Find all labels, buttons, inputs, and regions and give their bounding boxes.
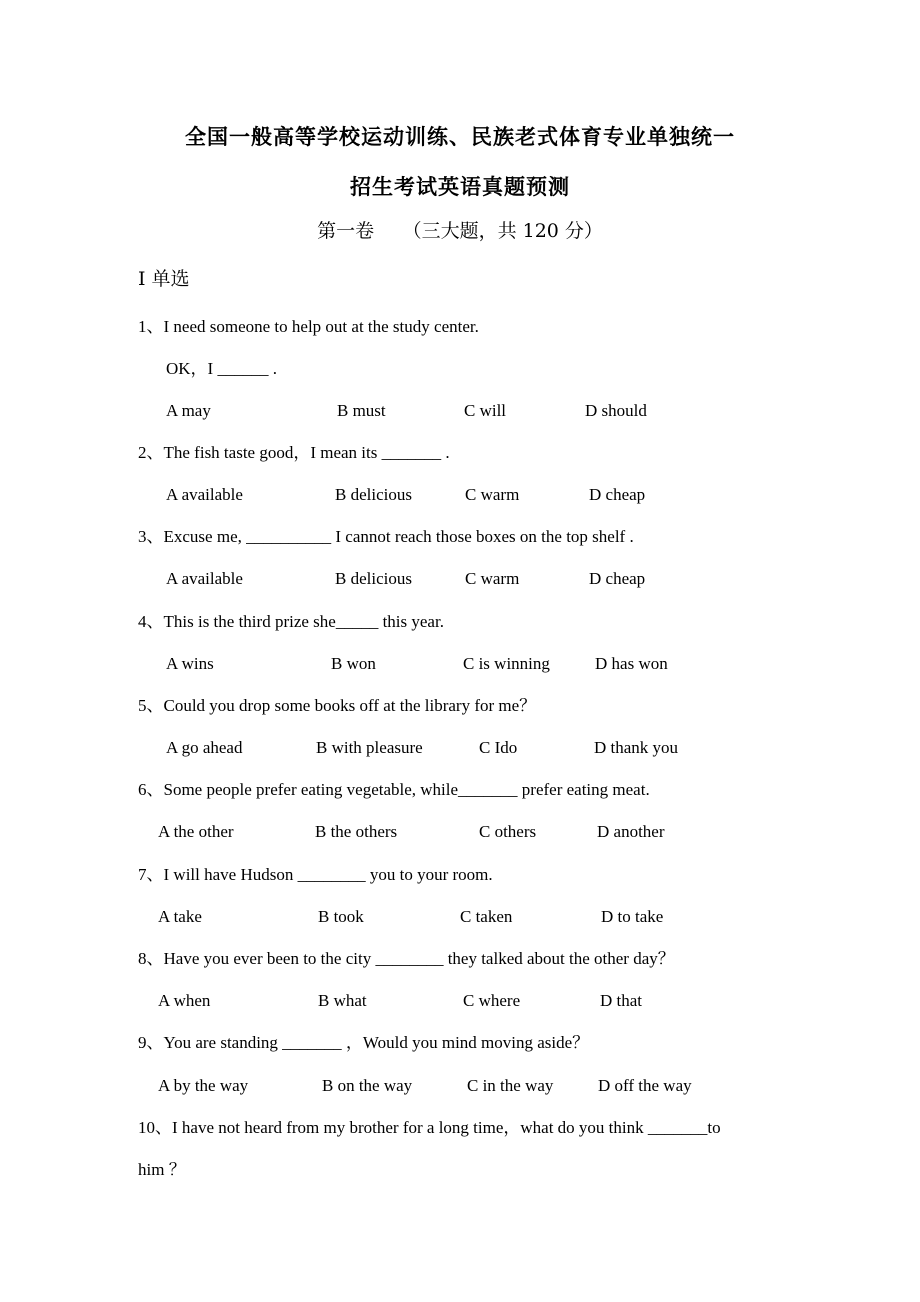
question-4-stem: 4、This is the third prize she_____ this year.: [138, 612, 444, 631]
question-5-stem: 5、Could you drop some books off at the library for me？: [138, 696, 537, 715]
section-heading: I 单选: [138, 268, 190, 290]
question-8-option-b: B what: [318, 991, 367, 1010]
question-6-option-a: A the other: [158, 822, 234, 841]
question-7-option-c: C taken: [460, 907, 513, 926]
question-8-option-c: C where: [463, 991, 521, 1010]
question-4-option-d: D has won: [595, 654, 668, 673]
question-1-option-a: A may: [166, 401, 211, 420]
question-6-stem: 6、Some people prefer eating vegetable, while_______ prefer eating meat.: [138, 780, 650, 799]
question-9-option-a: A by the way: [158, 1076, 249, 1095]
question-3-option-a: A available: [166, 569, 243, 588]
question-9-option-d: D off the way: [598, 1076, 692, 1095]
question-2-stem: 2、The fish taste good，I mean its _______ .: [138, 443, 450, 462]
question-3-option-c: C warm: [465, 569, 520, 588]
question-1-option-c: C will: [464, 401, 507, 420]
question-9-option-c: C in the way: [467, 1076, 554, 1095]
question-7-option-b: B took: [318, 907, 364, 926]
question-3-option-b: B delicious: [335, 569, 412, 588]
paper-subtitle: 第一卷 （三大题，共 120 分）: [317, 220, 603, 242]
question-6-option-c: C others: [479, 822, 537, 841]
question-2-option-d: D cheap: [589, 485, 646, 504]
question-7-option-a: A take: [158, 907, 202, 926]
question-2-option-c: C warm: [465, 485, 520, 504]
question-3-stem: 3、Excuse me, __________ I cannot reach those boxes on the top shelf .: [138, 527, 634, 546]
question-9-stem: 9、You are standing _______ ，Would you mind moving aside？: [138, 1033, 590, 1052]
document-title-line-1: 全国一般高等学校运动训练、民族老式体育专业单独统一: [185, 124, 735, 149]
question-2-option-b: B delicious: [335, 485, 412, 504]
question-5-option-b: B with pleasure: [316, 738, 423, 757]
question-3-option-d: D cheap: [589, 569, 646, 588]
question-1-option-b: B must: [337, 401, 386, 420]
question-9-option-b: B on the way: [322, 1076, 413, 1095]
question-5-option-c: C Ido: [479, 738, 518, 757]
question-4-option-a: A wins: [166, 654, 214, 673]
question-8-stem: 8、Have you ever been to the city ________ they talked about the other day？: [138, 949, 675, 968]
question-8-option-a: A when: [158, 991, 211, 1010]
question-4-option-c: C is winning: [463, 654, 550, 673]
document-title-line-2: 招生考试英语真题预测: [350, 174, 570, 199]
question-2-option-a: A available: [166, 485, 243, 504]
question-10-stem: 10、I have not heard from my brother for a long time，what do you think _______to: [138, 1118, 721, 1137]
question-6-option-b: B the others: [315, 822, 398, 841]
question-1-stem-cont: OK，I ______ .: [166, 359, 277, 378]
question-7-option-d: D to take: [601, 907, 664, 926]
question-6-option-d: D another: [597, 822, 665, 841]
question-4-option-b: B won: [331, 654, 376, 673]
question-5-option-a: A go ahead: [166, 738, 243, 757]
question-1-option-d: D should: [585, 401, 647, 420]
question-7-stem: 7、I will have Hudson ________ you to your room.: [138, 865, 493, 884]
question-1-stem: 1、I need someone to help out at the study center.: [138, 317, 479, 336]
question-8-option-d: D that: [600, 991, 643, 1010]
question-5-option-d: D thank you: [594, 738, 679, 757]
question-10-stem-cont: him ？: [138, 1160, 186, 1179]
